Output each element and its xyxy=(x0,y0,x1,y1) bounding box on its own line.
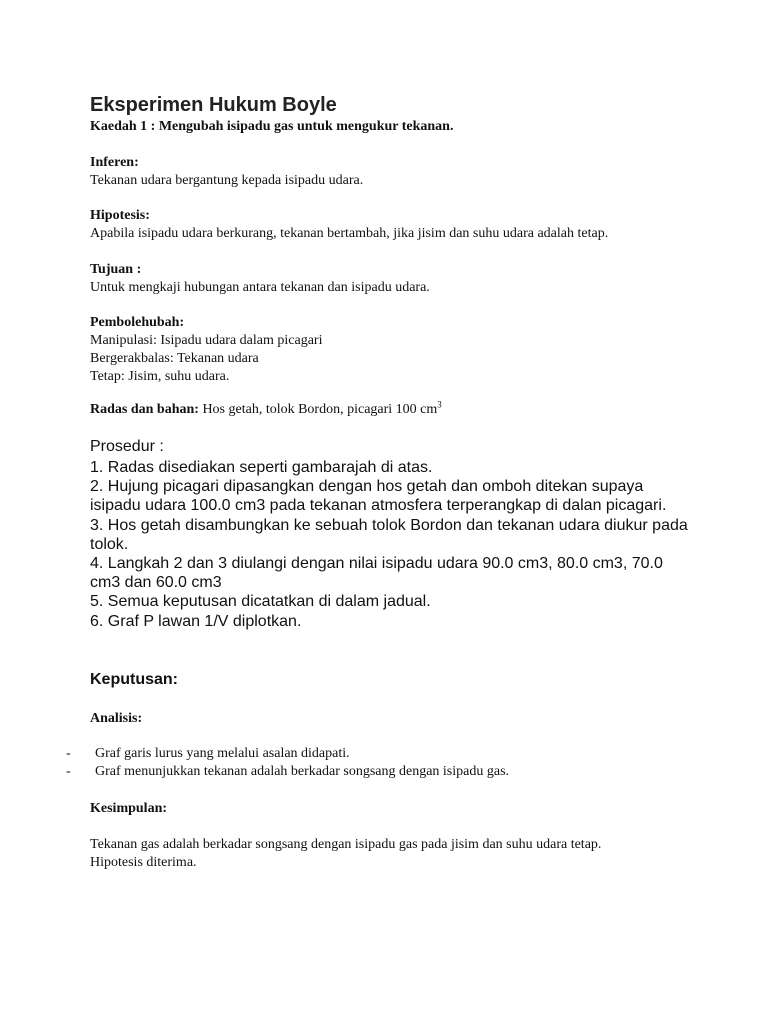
radas-superscript: 3 xyxy=(437,399,442,410)
prosedur-step: 6. Graf P lawan 1/V diplotkan. xyxy=(90,612,302,630)
page-title: Eksperimen Hukum Boyle xyxy=(90,94,337,116)
radas-section xyxy=(90,401,442,419)
prosedur-step: 3. Hos getah disambungkan ke sebuah tolok Bordon dan tekanan udara diukur pada tolok. xyxy=(90,516,688,553)
tujuan-section xyxy=(90,261,430,297)
bullet-text: Graf menunjukkan tekanan adalah berkadar songsang dengan isipadu gas. xyxy=(95,764,510,779)
hipotesis-heading: Hipotesis: xyxy=(90,208,150,223)
tetap-text: Tetap: Jisim, suhu udara. xyxy=(90,369,230,384)
kesimpulan-heading: Kesimpulan: xyxy=(90,801,168,816)
prosedur-step: 4. Langkah 2 dan 3 diulangi dengan nilai isipadu udara 90.0 cm3, 80.0 cm3, 70.0 cm3 dan 60.0 cm3 xyxy=(90,555,663,592)
prosedur-step: 2. Hujung picagari dipasangkan dengan hos getah dan omboh ditekan supaya isipadu udara 100.0 cm3 pada tekanan atmosfera terperangkap di dalan picagari. xyxy=(90,478,667,515)
kesimpulan-body xyxy=(90,836,601,872)
prosedur-heading: Prosedur : xyxy=(90,438,164,455)
kesimpulan-verdict: Hipotesis diterima. xyxy=(90,855,197,870)
prosedur-steps xyxy=(90,458,690,631)
hipotesis-section xyxy=(90,207,608,243)
pembolehubah-section xyxy=(90,314,322,386)
inferen-section xyxy=(90,154,363,190)
kesimpulan-text: Tekanan gas adalah berkadar songsang dengan isipadu gas pada jisim dan suhu udara tetap. xyxy=(90,837,602,852)
inferen-heading: Inferen: xyxy=(90,155,139,170)
manipulasi-text: Manipulasi: Isipadu udara dalam picagari xyxy=(90,333,323,348)
bullet-text: Graf garis lurus yang melalui asalan didapati. xyxy=(95,746,350,761)
tujuan-text: Untuk mengkaji hubungan antara tekanan dan isipadu udara. xyxy=(90,280,430,295)
kaedah-line: Kaedah 1 : Mengubah isipadu gas untuk mengukur tekanan. xyxy=(90,119,454,134)
prosedur-step: 1. Radas disediakan seperti gambarajah di atas. xyxy=(90,459,433,476)
pembolehubah-heading: Pembolehubah: xyxy=(90,315,185,330)
inferen-text: Tekanan udara bergantung kepada isipadu udara. xyxy=(90,173,364,188)
prosedur-step: 5. Semua keputusan dicatatkan di dalam jadual. xyxy=(90,593,431,611)
radas-heading: Radas dan bahan: xyxy=(90,402,199,417)
bullet-dash: - xyxy=(66,764,71,779)
bergerakbalas-text: Bergerakbalas: Tekanan udara xyxy=(90,351,259,366)
bullet-dash: - xyxy=(66,746,71,761)
hipotesis-text: Apabila isipadu udara berkurang, tekanan bertambah, jika jisim dan suhu udara adalah tetap. xyxy=(90,226,609,241)
radas-text: Hos getah, tolok Bordon, picagari 100 cm xyxy=(198,402,438,417)
tujuan-heading: Tujuan : xyxy=(90,262,142,277)
analisis-heading: Analisis: xyxy=(90,711,143,726)
keputusan-heading: Keputusan: xyxy=(90,671,178,688)
